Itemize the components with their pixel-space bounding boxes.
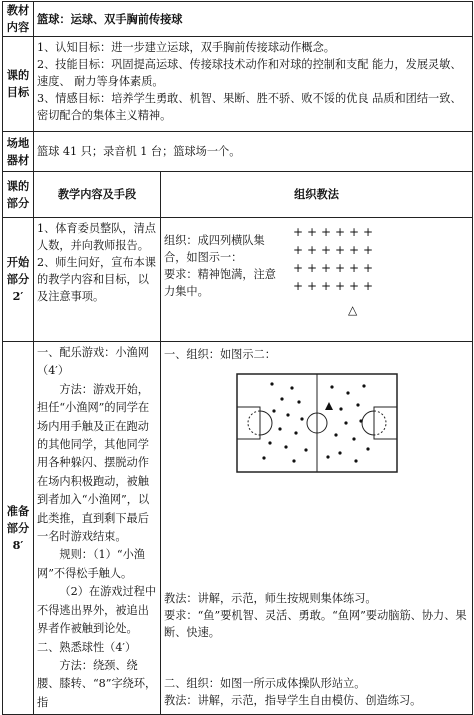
student-marker: + xyxy=(321,261,332,275)
material-label: 教材 内容 xyxy=(3,2,34,37)
objectives-label: 课的 目标 xyxy=(3,37,34,132)
content-column-header: 教学内容及手段 xyxy=(34,172,161,218)
student-marker: + xyxy=(293,225,304,239)
student-marker: + xyxy=(363,261,374,275)
student-marker: + xyxy=(349,279,360,293)
formation-grid xyxy=(293,226,469,292)
student-marker: + xyxy=(335,243,346,257)
student-marker: + xyxy=(349,225,360,239)
venue-label: 场地 器材 xyxy=(3,132,34,172)
ball-feel-organization: 二、组织：如图一所示成体操队形站立。 xyxy=(164,677,366,690)
method-column-header: 组织教法 xyxy=(161,172,473,218)
prep-method xyxy=(161,342,473,715)
opening-step-2: 2、师生问好，宣布本课的教学内容和目标，以及注意事项。 xyxy=(37,256,156,303)
ball-feel-teaching: 教法：讲解，示范，指导学生自由模仿、创造练习。 xyxy=(164,694,422,707)
student-marker: + xyxy=(307,225,318,239)
game-organization: 一、组织：如图示二： xyxy=(164,348,276,361)
objectives-text xyxy=(34,37,473,132)
student-marker: + xyxy=(307,261,318,275)
game-method: 方法：游戏开始，担任“小渔网”的同学在场内用手触及正在跑动的其他同学，其他同学用各种躲闪、摆脱动作在场内积极跑动，被触到者加入“小渔网”，以此类推，直到剩下最后一名时游戏结束。 xyxy=(37,382,150,544)
student-marker: + xyxy=(307,279,318,293)
student-marker: + xyxy=(293,243,304,257)
basketball-court-diagram xyxy=(236,373,398,473)
ball-feel-title: 二、熟悉球性（4′） xyxy=(37,640,137,654)
game-teaching: 教法：讲解，示范，师生按规则集体练习。 xyxy=(164,592,377,605)
lesson-plan-table xyxy=(2,1,473,715)
student-marker: + xyxy=(321,279,332,293)
student-marker: + xyxy=(293,261,304,275)
student-marker: + xyxy=(321,225,332,239)
opening-content xyxy=(34,218,161,342)
opening-label: 开始 部分 2′ xyxy=(3,218,34,342)
prep-label: 准备 部分 8′ xyxy=(3,342,34,715)
opening-step-1: 1、体育委员整队，清点人数，并向教师报告。 xyxy=(37,222,156,252)
section-label: 课的 部分 xyxy=(3,172,34,218)
student-marker: + xyxy=(307,243,318,257)
teacher-triangle-icon: △ xyxy=(348,303,358,317)
student-marker: + xyxy=(349,261,360,275)
game-requirement: 要求：“鱼”要机智、灵活、勇敢。“鱼网”要动脑筋、协力、果断、快速。 xyxy=(164,609,467,639)
court-diagram-two xyxy=(236,373,469,478)
student-marker: + xyxy=(363,243,374,257)
opening-organization: 组织：成四列横队集合，如图示一： xyxy=(164,234,265,264)
venue-value: 篮球 41 只；录音机 1 台；篮球场一个。 xyxy=(34,132,473,172)
student-marker: + xyxy=(363,279,374,293)
student-marker: + xyxy=(335,279,346,293)
student-marker: + xyxy=(349,243,360,257)
student-marker: + xyxy=(293,279,304,293)
student-marker: + xyxy=(363,225,374,239)
opening-requirement: 要求：精神饱满，注意力集中。 xyxy=(164,268,276,298)
formation-diagram-one xyxy=(293,220,469,317)
objective-affective: 3、情感目标：培养学生勇敢、机智、果断、胜不骄、败不馁的优良 品质和团结一致、密切配合的集体主义精神。 xyxy=(37,92,462,122)
opening-method xyxy=(161,218,473,342)
ball-feel-method: 方法：绕颈、绕腰、膝转、“8”字绕环，指 xyxy=(37,658,157,709)
game-rule-2: （2）在游戏过程中不得逃出界外，被追出界者作被触到论处。 xyxy=(37,585,157,636)
student-marker: + xyxy=(335,261,346,275)
material-value: 篮球：运球、双手胸前传接球 xyxy=(34,2,473,37)
student-marker: + xyxy=(335,225,346,239)
game-rule-1: 规则：（1）“小渔网”不得松手触人。 xyxy=(37,548,145,580)
game-title: 一、配乐游戏：小渔网（4′） xyxy=(37,346,149,378)
objective-skill: 2、技能目标：巩固提高运球、传接球技术动作和对球的控制和支配 能力，发展灵敏、速度、 耐力等身体素质。 xyxy=(37,58,462,88)
student-marker: + xyxy=(321,243,332,257)
prep-content xyxy=(34,342,161,715)
objective-cognitive: 1、认知目标：进一步建立运球，双手胸前传接球动作概念。 xyxy=(37,41,335,54)
